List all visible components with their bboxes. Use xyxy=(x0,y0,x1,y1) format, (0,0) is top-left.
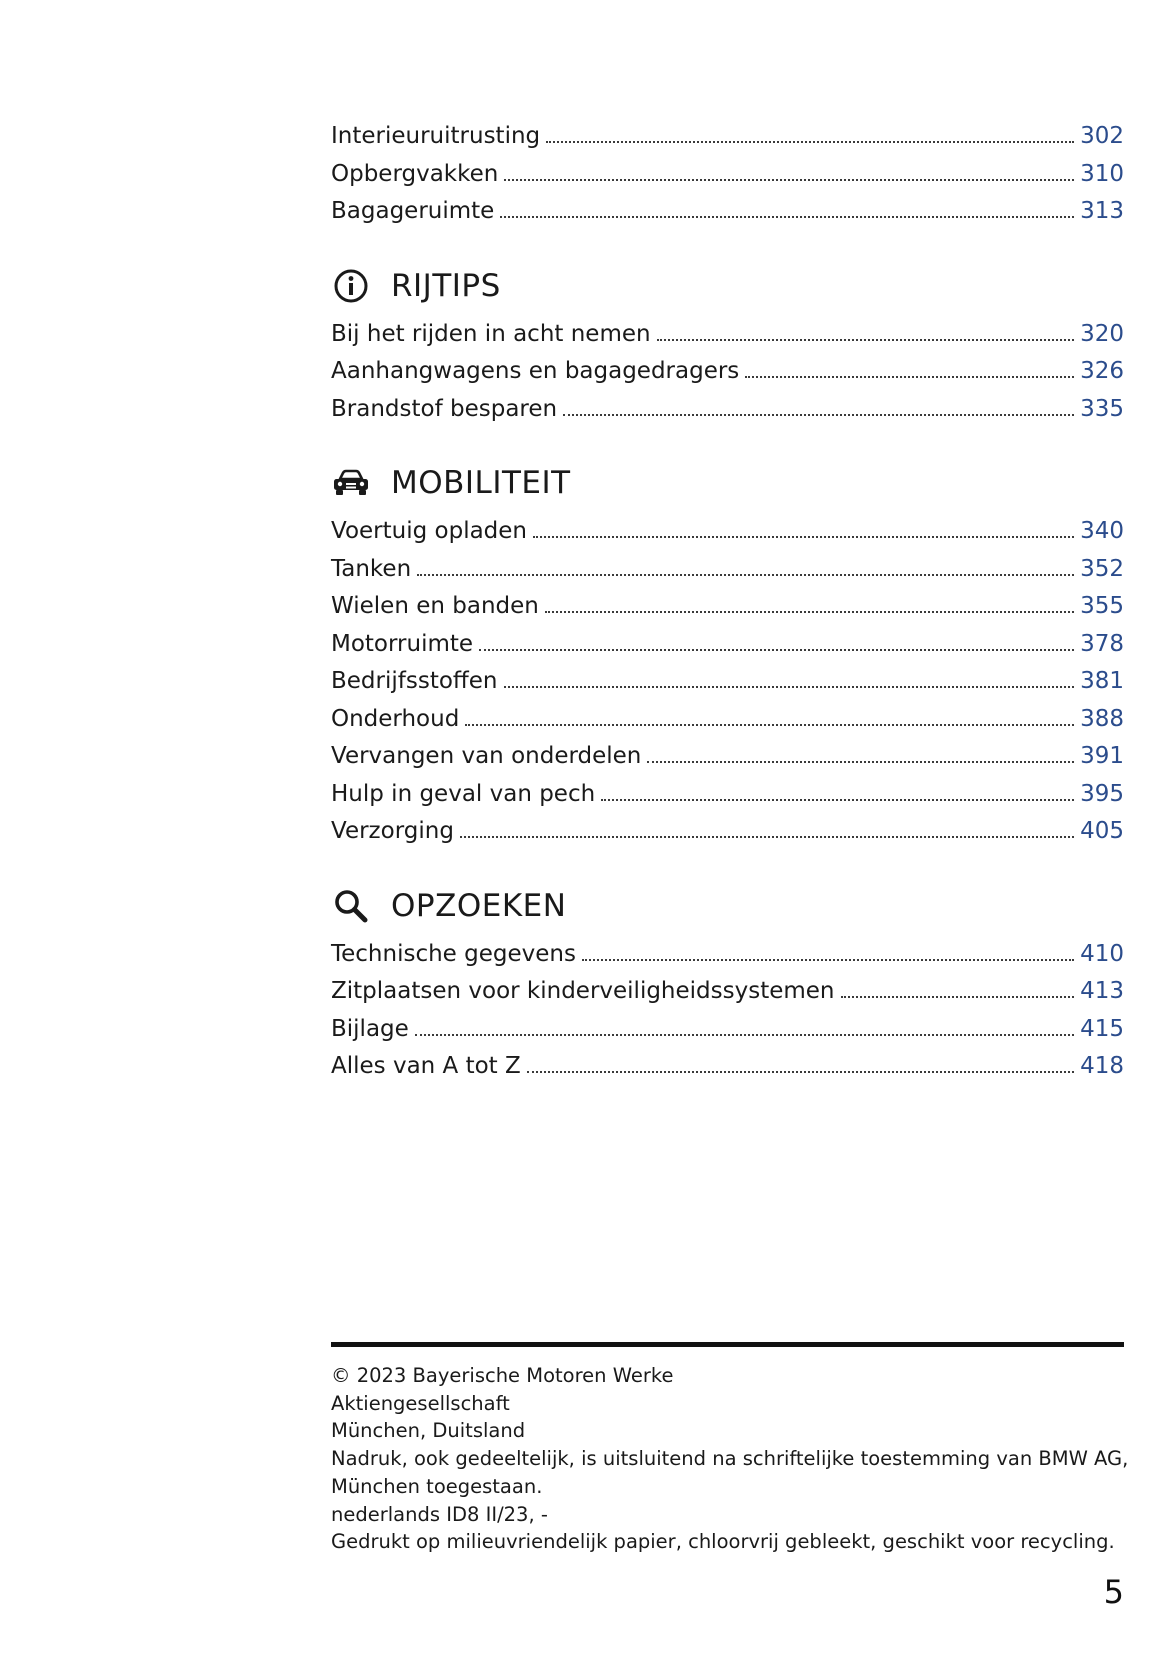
toc-entry-title: Bij het rijden in acht nemen xyxy=(331,320,651,347)
section-title: RIJTIPS xyxy=(391,267,501,304)
imprint-line: nederlands ID8 II/23, - xyxy=(331,1502,548,1526)
toc-entry-title: Onderhoud xyxy=(331,705,460,732)
toc-entry[interactable] xyxy=(331,776,1124,814)
toc-entry-title: Bijlage xyxy=(331,1015,409,1042)
toc-list xyxy=(331,316,1124,429)
dot-leader xyxy=(533,536,1074,538)
imprint-footer xyxy=(331,1362,1129,1556)
dot-leader xyxy=(582,959,1074,961)
imprint-line: Nadruk, ook gedeeltelijk, is uitsluitend na schriftelijke toestemming van BMW AG, xyxy=(331,1447,1129,1471)
dot-leader xyxy=(545,611,1074,613)
toc-entry-page[interactable]: 415 xyxy=(1080,1015,1124,1042)
imprint-line: Aktiengesellschaft xyxy=(331,1391,510,1415)
toc-entry[interactable] xyxy=(331,513,1124,551)
section-title: OPZOEKEN xyxy=(391,887,567,924)
toc-entry-page[interactable]: 313 xyxy=(1080,198,1124,224)
toc-entry-title: Voertuig opladen xyxy=(331,518,528,544)
toc-entry[interactable] xyxy=(331,813,1124,851)
dot-leader xyxy=(415,1034,1074,1036)
toc-entry-page[interactable]: 378 xyxy=(1080,630,1124,657)
imprint-line: Gedrukt op milieuvriendelijk papier, chloorvrij gebleekt, geschikt voor recycling. xyxy=(331,1530,1115,1554)
dot-leader xyxy=(465,724,1074,726)
page-number: 5 xyxy=(1103,1573,1124,1611)
dot-leader xyxy=(504,179,1074,181)
dot-leader xyxy=(460,836,1074,838)
toc-entry-title: Interieuruitrusting xyxy=(331,123,541,149)
toc-entry-title: Tanken xyxy=(331,555,412,582)
imprint-line: © 2023 Bayerische Motoren Werke xyxy=(331,1364,674,1387)
toc-entry-title: Bagageruimte xyxy=(331,198,495,224)
toc-entry-page[interactable]: 310 xyxy=(1080,160,1124,187)
toc-entry-page[interactable]: 381 xyxy=(1080,668,1124,694)
toc-entry[interactable] xyxy=(331,936,1124,974)
section-header-rijtips xyxy=(331,258,1124,314)
toc-entry-page[interactable]: 302 xyxy=(1080,123,1124,149)
toc-entry-title: Brandstof besparen xyxy=(331,395,558,422)
toc-entry[interactable] xyxy=(331,551,1124,589)
toc-entry-page[interactable]: 340 xyxy=(1080,518,1124,544)
dot-leader xyxy=(500,216,1074,218)
imprint-line: München, Duitsland xyxy=(331,1419,526,1443)
toc-entry[interactable] xyxy=(331,701,1124,739)
toc-entry-title: Hulp in geval van pech xyxy=(331,780,596,807)
dot-leader xyxy=(546,141,1074,143)
toc-entry[interactable] xyxy=(331,353,1124,391)
dot-leader xyxy=(527,1071,1074,1073)
toc-entry-page[interactable]: 352 xyxy=(1080,555,1124,582)
imprint-line: München toegestaan. xyxy=(331,1474,543,1498)
toc-entry-page[interactable]: 391 xyxy=(1080,743,1124,769)
toc-entry-title: Verzorging xyxy=(331,818,454,844)
toc-entry-page[interactable]: 326 xyxy=(1080,358,1124,384)
toc-list xyxy=(331,513,1124,851)
toc-list xyxy=(331,936,1124,1086)
toc-list xyxy=(331,118,1124,231)
toc-entry[interactable] xyxy=(331,738,1124,776)
toc-entry[interactable] xyxy=(331,973,1124,1011)
section-header-opzoeken xyxy=(331,878,1124,934)
dot-leader xyxy=(417,574,1074,576)
dot-leader xyxy=(745,376,1074,378)
toc-entry-page[interactable]: 410 xyxy=(1080,940,1124,967)
section-title: MOBILITEIT xyxy=(391,465,571,501)
toc-entry[interactable] xyxy=(331,391,1124,429)
toc-entry-page[interactable]: 405 xyxy=(1080,818,1124,844)
toc-entry[interactable] xyxy=(331,316,1124,354)
dot-leader xyxy=(504,686,1075,688)
toc-entry-page[interactable]: 418 xyxy=(1080,1053,1124,1079)
toc-entry-page[interactable]: 388 xyxy=(1080,705,1124,732)
dot-leader xyxy=(657,339,1075,341)
toc-entry-page[interactable]: 335 xyxy=(1080,395,1124,422)
toc-entry-page[interactable]: 320 xyxy=(1080,320,1124,347)
toc-entry-title: Bedrijfsstoffen xyxy=(331,668,498,694)
dot-leader xyxy=(479,649,1074,651)
toc-entry-page[interactable]: 395 xyxy=(1080,780,1124,807)
toc-entry-title: Wielen en banden xyxy=(331,593,539,619)
toc-entry-title: Zitplaatsen voor kinderveiligheidssystemen xyxy=(331,978,835,1004)
car-icon xyxy=(331,463,371,503)
toc-entry-title: Technische gegevens xyxy=(331,940,576,967)
table-of-contents xyxy=(331,118,1124,1086)
toc-entry-page[interactable]: 355 xyxy=(1080,593,1124,619)
toc-entry[interactable] xyxy=(331,118,1124,156)
search-icon xyxy=(331,886,371,926)
toc-entry[interactable] xyxy=(331,626,1124,664)
toc-entry[interactable] xyxy=(331,588,1124,626)
toc-entry[interactable] xyxy=(331,193,1124,231)
toc-entry[interactable] xyxy=(331,663,1124,701)
toc-entry-title: Alles van A tot Z xyxy=(331,1053,521,1079)
toc-entry-title: Opbergvakken xyxy=(331,160,499,187)
toc-entry[interactable] xyxy=(331,1011,1124,1049)
toc-entry[interactable] xyxy=(331,156,1124,194)
toc-entry-title: Motorruimte xyxy=(331,630,474,657)
toc-entry-title: Vervangen van onderdelen xyxy=(331,743,642,769)
toc-entry-page[interactable]: 413 xyxy=(1080,978,1124,1004)
dot-leader xyxy=(647,761,1074,763)
info-icon xyxy=(331,266,371,306)
dot-leader xyxy=(841,996,1075,998)
dot-leader xyxy=(601,799,1074,801)
toc-entry[interactable] xyxy=(331,1048,1124,1086)
toc-entry-title: Aanhangwagens en bagagedragers xyxy=(331,358,740,384)
section-header-mobiliteit xyxy=(331,455,1124,511)
dot-leader xyxy=(563,414,1074,416)
footer-divider xyxy=(331,1342,1124,1347)
